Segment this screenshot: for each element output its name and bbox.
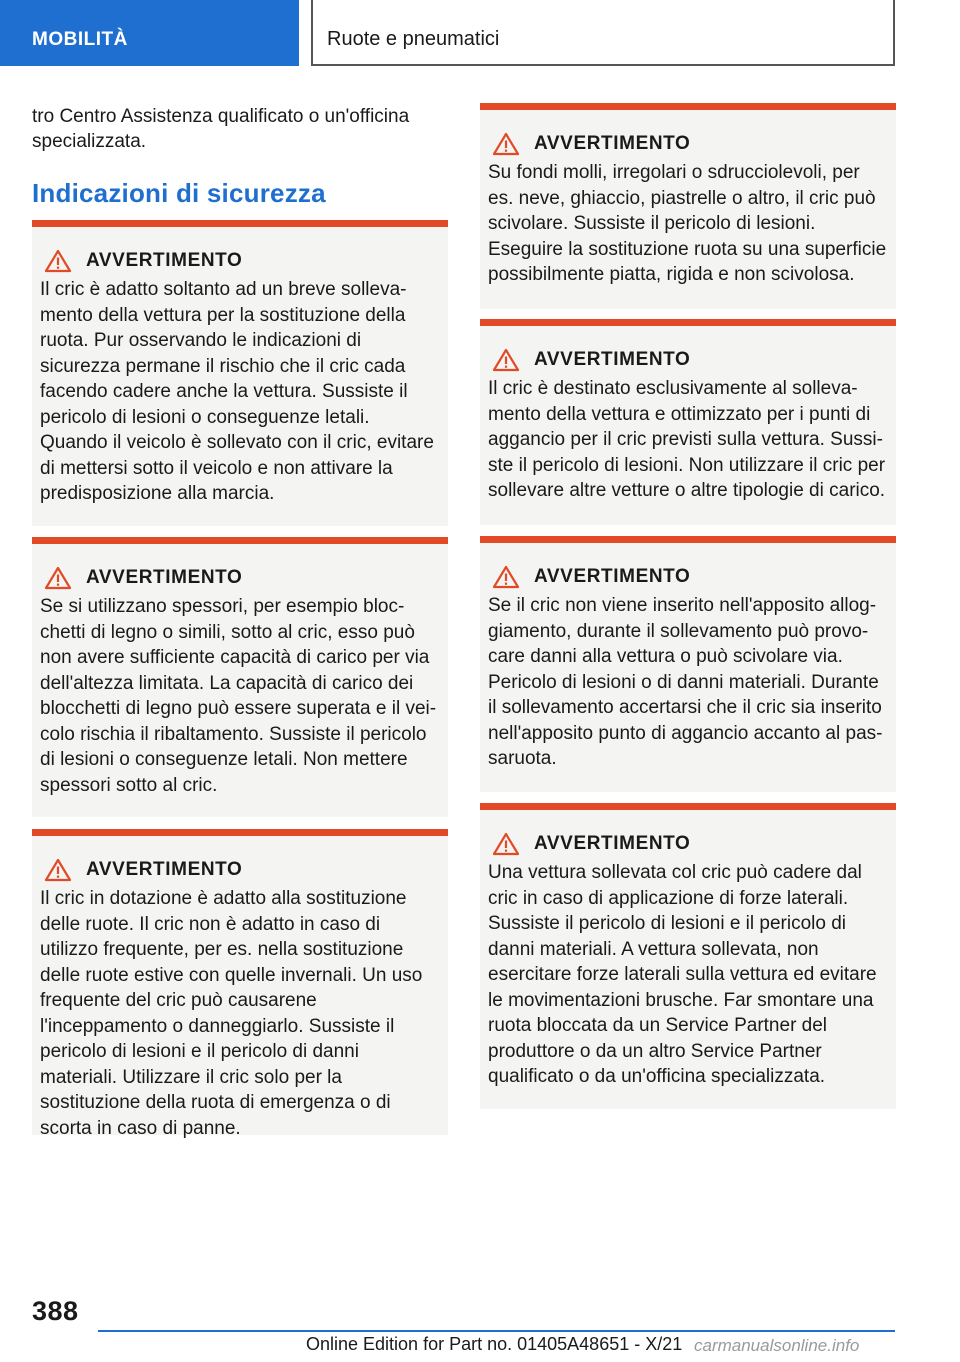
warning-text: Una vettura sollevata col cric può cadere dal cric in caso di applicazione di forze laterali. Sussiste il pericolo di lesioni e il pericolo di danni materiali. A vettura sollevata, non esercitare forze laterali sulla vettura ed evitare le movimentazioni brusche. Far smontare una ruota bloccata da un Service Partner del produttore o da un altro Service Partner qualificato o da un'officina specializzata. xyxy=(488,862,877,1087)
page-header xyxy=(0,0,960,66)
warning-triangle-icon xyxy=(44,858,72,882)
warning-header xyxy=(488,130,888,158)
warning-triangle-icon xyxy=(44,566,72,590)
section-heading: Indicazioni di sicurezza xyxy=(32,178,326,208)
warning-triangle-icon xyxy=(492,565,520,589)
page-number: 388 xyxy=(32,1296,79,1326)
warning-text: Il cric è destinato esclusivamente al sollevamento della vettura e ottimizzato per i punti di aggancio per il cric previsti sulla vettura. Sussiste il pericolo di lesioni. Non utilizzare il cric per sollevare altre vetture o altre tipologie di carico. xyxy=(488,378,886,501)
warning-triangle-icon xyxy=(44,249,72,273)
edition-text: Online Edition for Part no. 01405A48651 - X/21 xyxy=(306,1334,683,1354)
warning-title: AVVERTIMENTO xyxy=(534,349,691,370)
warning-box xyxy=(32,220,448,526)
warning-header xyxy=(40,856,440,884)
warning-box xyxy=(480,319,896,525)
watermark-text: carmanualsonline.info xyxy=(694,1336,860,1355)
warning-header xyxy=(488,563,888,591)
footer-rule xyxy=(98,1330,895,1332)
warning-text: Se il cric non viene inserito nell'apposito alloggiamento, durante il sollevamento può provocare danni alla vettura o può scivolare via. Pericolo di lesioni o di danni materiali. Durante il sollevamento accertarsi che il cric sia inserito nell'apposito punto di aggancio accanto al passaruota. xyxy=(488,595,883,769)
warning-title: AVVERTIMENTO xyxy=(86,859,243,880)
warning-triangle-icon xyxy=(492,348,520,372)
warning-title: AVVERTIMENTO xyxy=(534,833,691,854)
warning-text: Se si utilizzano spessori, per esempio blocchetti di legno o simili, sotto al cric, esso può non avere sufficiente capacità di carico per via dell'altezza limitata. La capacità di carico dei blocchetti di legno può essere superata e il veicolo rischia il ribaltamento. Sussiste il pericolo di lesioni o conseguenze letali. Non mettere spessori sotto al cric. xyxy=(40,596,437,796)
warning-header xyxy=(40,247,440,275)
section-tab: MOBILITÀ xyxy=(0,0,299,66)
warning-triangle-icon xyxy=(492,132,520,156)
warning-header xyxy=(40,564,440,592)
warning-box xyxy=(32,829,448,1139)
warning-title: AVVERTIMENTO xyxy=(86,567,243,588)
warning-triangle-icon xyxy=(492,832,520,856)
warning-text: Su fondi molli, irregolari o sdrucciolevoli, per es. neve, ghiaccio, piastrelle o altro, il cric può scivolare. Sussiste il pericolo di lesioni. Eseguire la sostituzione ruota su una superficie possibilmente piatta, rigida e non scivolosa. xyxy=(488,162,887,285)
warning-box xyxy=(480,536,896,792)
warning-text: Il cric è adatto soltanto ad un breve sollevamento della vettura per la sostituzione della ruota. Pur osservando le indicazioni di sicurezza permane il rischio che il cric cada facendo cadere anche la vettura. Sussiste il pericolo di lesioni o conseguenze letali. Quando il veicolo è sollevato con il cric, evitare di mettersi sotto il veicolo e non attivare la predisposizione alla marcia. xyxy=(40,279,434,504)
warning-header xyxy=(488,346,888,374)
warning-box xyxy=(32,537,448,817)
warning-header xyxy=(488,830,888,858)
warning-title: AVVERTIMENTO xyxy=(534,133,691,154)
warning-box xyxy=(480,803,896,1109)
intro-paragraph: tro Centro Assistenza qualificato o un'officina specializzata. xyxy=(32,106,410,152)
chapter-title: Ruote e pneumatici xyxy=(311,0,895,66)
warning-text: Il cric in dotazione è adatto alla sostituzione delle ruote. Il cric non è adatto in caso di utilizzo frequente, per es. nella sostituzione delle ruote estive con quelle invernali. Un uso frequente del cric può causarene l'inceppamento o danneggiarlo. Sussiste il pericolo di lesioni e il pericolo di danni materiali. Utilizzare il cric solo per la sostituzione della ruota di emergenza o di scorta in caso di panne. xyxy=(40,888,423,1139)
warning-title: AVVERTIMENTO xyxy=(86,250,243,271)
warning-box xyxy=(480,103,896,309)
warning-title: AVVERTIMENTO xyxy=(534,566,691,587)
